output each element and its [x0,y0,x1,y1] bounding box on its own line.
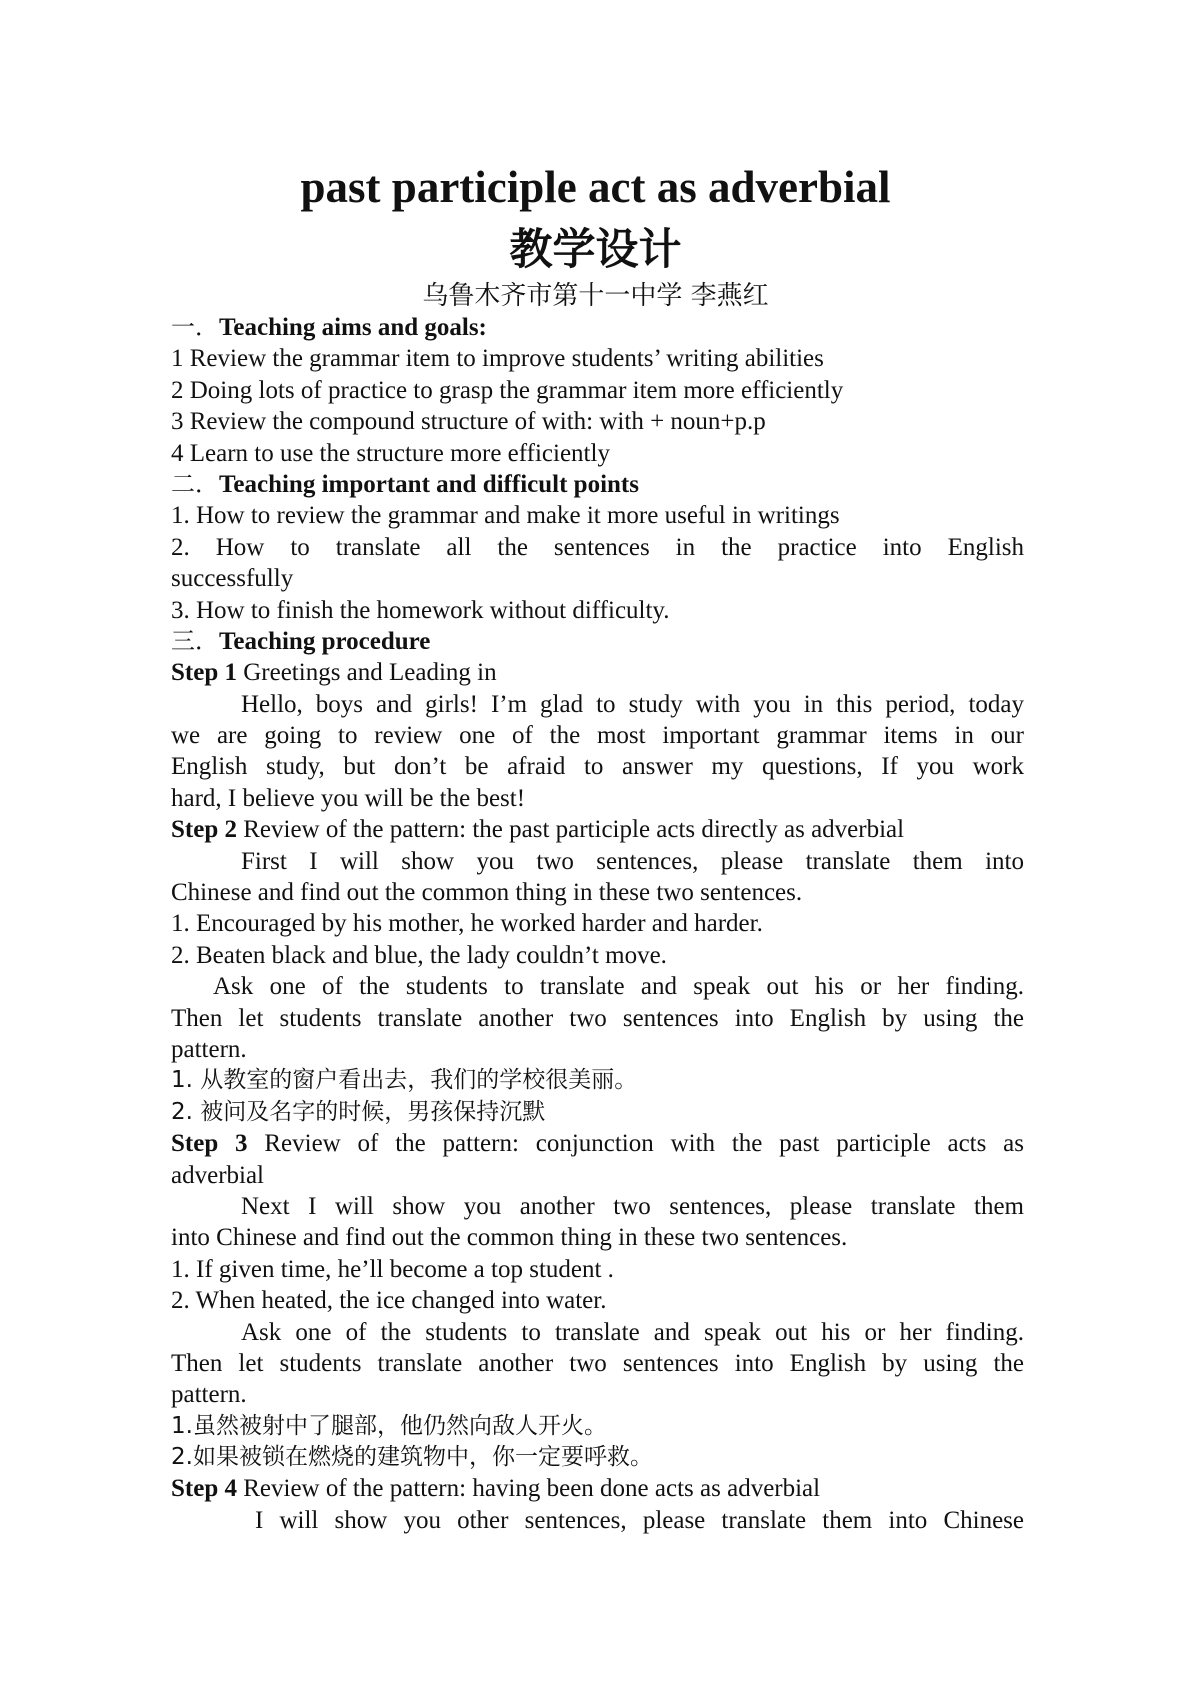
paragraph-line: Ask one of the students to translate and speak out his or her finding. [213,973,1024,1001]
chinese-sentence: 1. 从教室的窗户看出去，我们的学校很美丽。 [171,1067,638,1094]
document-title: past participle act as adverbial [300,162,891,212]
example-sentence: 1. Encouraged by his mother, he worked harder and harder. [171,910,763,938]
paragraph-line: Hello, boys and girls! I’m glad to study with you in this period, today [241,690,1024,718]
paragraph-line: Next I will show you another two sentences, please translate them [241,1192,1024,1220]
paragraph-line: Ask one of the students to translate and speak out his or her finding. [241,1318,1024,1346]
document-body [171,312,1024,1536]
paragraph-line: Then let students translate another two sentences into English by using the [171,1004,1024,1032]
paragraph-line: I will show you other sentences, please translate them into Chinese [255,1506,1024,1534]
chinese-sentence: 2.如果被锁在燃烧的建筑物中，你一定要呼救。 [171,1444,653,1471]
paragraph-line: Then let students translate another two sentences into English by using the [171,1349,1024,1377]
point-item: 1. How to review the grammar and make it more useful in writings [171,502,840,530]
paragraph-line: we are going to review one of the most important grammar items in our [171,722,1024,750]
section-heading-procedure: 三．Teaching procedure [171,626,431,655]
author-line: 乌鲁木齐市第十一中学 李燕红 [422,281,769,311]
step-heading: Step 2 Review of the pattern: the past participle acts directly as adverbial [171,816,905,844]
paragraph-line: pattern. [171,1035,247,1063]
example-sentence: 2. Beaten black and blue, the lady couldn’t move. [171,941,667,969]
paragraph-line: Chinese and find out the common thing in these two sentences. [171,879,803,907]
paragraph-line: into Chinese and find out the common thing in these two sentences. [171,1224,848,1252]
step-heading-cont: adverbial [171,1161,265,1189]
aim-item: 1 Review the grammar item to improve students’ writing abilities [171,345,824,373]
section-heading-points: 二．Teaching important and difficult points [171,469,639,498]
point-item: 2. How to translate all the sentences in the practice into English [171,533,1024,561]
example-sentence: 2. When heated, the ice changed into water. [171,1287,607,1315]
section-heading-aims: 一．Teaching aims and goals: [171,313,487,341]
paragraph-line: pattern. [171,1381,247,1409]
aim-item: 3 Review the compound structure of with: with + noun+p.p [171,408,766,436]
step-heading: Step 3 Review of the pattern: conjunction with the past participle acts as [171,1130,1024,1158]
point-item: successfully [171,565,294,593]
paragraph-line: First I will show you two sentences, please translate them into [241,847,1024,875]
point-item: 3. How to finish the homework without difficulty. [171,596,670,624]
step-heading: Step 4 Review of the pattern: having been done acts as adverbial [171,1475,821,1503]
example-sentence: 1. If given time, he’ll become a top student . [171,1255,614,1283]
paragraph-line: English study, but don’t be afraid to answer my questions, If you work [171,753,1024,781]
document-subtitle: 教学设计 [509,225,682,275]
aim-item: 4 Learn to use the structure more efficiently [171,439,610,467]
chinese-sentence: 2. 被问及名字的时候，男孩保持沉默 [171,1098,546,1125]
paragraph-line: hard, I believe you will be the best! [171,784,526,812]
chinese-sentence: 1.虽然被射中了腿部，他仍然向敌人开火。 [171,1412,607,1439]
aim-item: 2 Doing lots of practice to grasp the grammar item more efficiently [171,376,844,404]
step-heading: Step 1 Greetings and Leading in [171,659,497,687]
